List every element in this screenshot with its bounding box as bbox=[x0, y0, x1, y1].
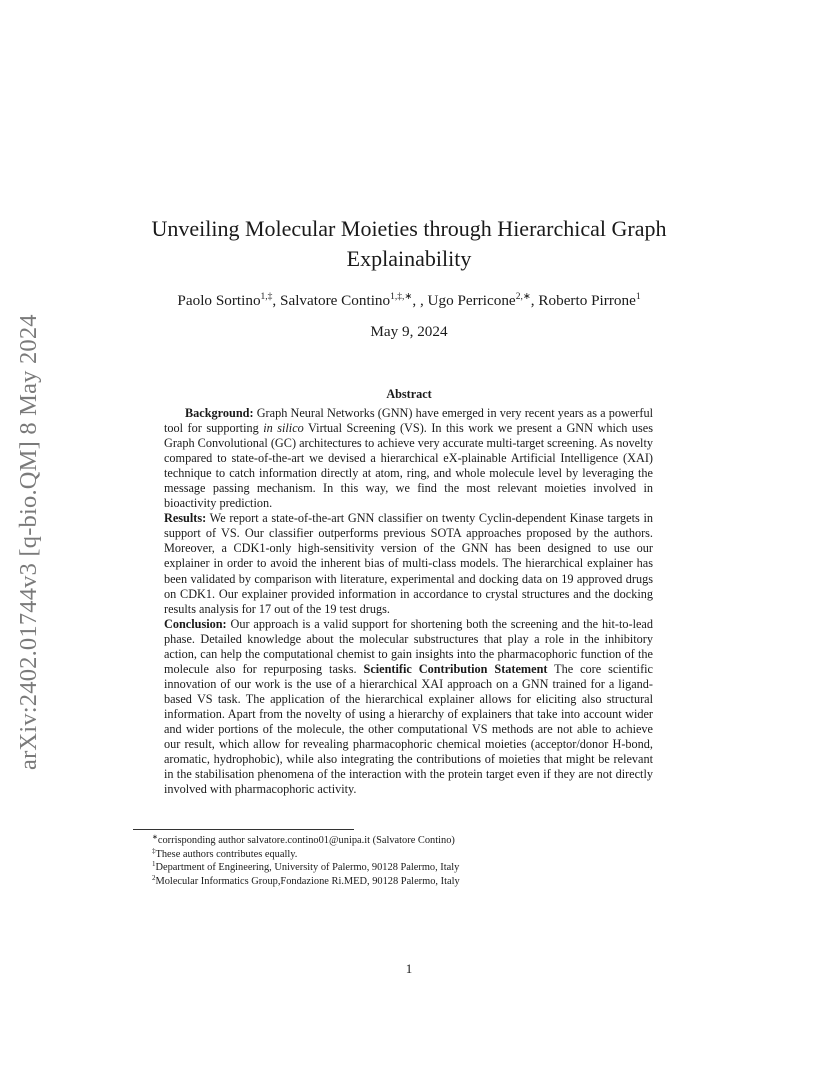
footnote-item bbox=[152, 875, 712, 889]
author-name: Salvatore Contino bbox=[280, 292, 391, 309]
author-affiliation-marks: 2,∗ bbox=[515, 292, 531, 302]
results-label: Results: bbox=[164, 511, 207, 526]
author-name: Paolo Sortino bbox=[177, 292, 261, 309]
background-label: Background: bbox=[185, 406, 254, 420]
page-number: 1 bbox=[405, 961, 413, 976]
paper-title: Unveiling Molecular Moieties through Hierarchical Graph Explainability bbox=[151, 216, 667, 271]
statement-label: Scientific Contribution Statement bbox=[363, 661, 548, 676]
results-text: We report a state-of-the-art GNN classifier on twenty Cyclin-dependent Kinase targets in support of VS. Our classifier outperforms previous SOTA approaches proposed by the authors. Moreover, a CDK1-only high-sensitivity version of the GNN has been designed to use our explainer in order to avoid the inherent bias of multi-class models. The hierarchical explainer has been validated by comparison with literature, experimental and docking data on 19 approved drugs on CDK1. Our explainer provided information in accordance to crystal structures and the docking results analysis for 17 out of the 19 test drugs. bbox=[164, 511, 653, 616]
footnote-text: Molecular Informatics Group,Fondazione Ri.MED, 90128 Palermo, Italy bbox=[155, 875, 460, 887]
footnote-mark: 2 bbox=[152, 873, 156, 882]
footnote-item bbox=[152, 834, 712, 848]
author-name: Ugo Perricone bbox=[427, 292, 516, 309]
footnote-item bbox=[152, 848, 712, 862]
abstract-heading: Abstract bbox=[386, 387, 432, 401]
author-separator: , bbox=[272, 292, 281, 309]
footnote-mark: ∗ bbox=[152, 833, 158, 841]
author-separator: , , bbox=[412, 292, 428, 309]
footnote-mark: 1 bbox=[152, 860, 156, 869]
author-affiliation-marks: 1,‡,∗ bbox=[390, 292, 413, 302]
abstract-background-paragraph bbox=[164, 406, 653, 511]
abstract-body bbox=[164, 406, 653, 797]
publication-date: May 9, 2024 bbox=[370, 323, 448, 340]
footnote-text: These authors contributes equally. bbox=[155, 848, 298, 860]
footnote-divider bbox=[133, 829, 354, 830]
statement-text: The core scientific innovation of our work is the use of a hierarchical XAI approach on a GNN trained for a ligand-based VS task. The application of the hierarchical explainer allows for eliciting also structural information. Apart from the novelty of using a hierarchy of explainers that take into account wider and wider portions of the molecule, the other computational VS methods are not able to achieve our result, which allow for revealing pharmacophoric chemical moieties (acceptor/donor H-bond, aromatic, hydrophobic), while also integrating the contributions of moieties that might be relevant in the stabilisation phenomena of the interaction with the protein target even if they are not directly involved with pharmacophoric activity. bbox=[164, 661, 653, 797]
footnote-text: Department of Engineering, University of Palermo, 90128 Palermo, Italy bbox=[155, 862, 460, 874]
background-italic-term: in silico bbox=[263, 421, 304, 436]
footnote-text: corrisponding author salvatore.contino01@unipa.it (Salvatore Contino) bbox=[157, 835, 455, 846]
author-affiliation-marks: 1 bbox=[635, 292, 641, 302]
arxiv-identifier-stamp: arXiv:2402.01744v3 [q-bio.QM] 8 May 2024 bbox=[15, 314, 42, 770]
author-name: Roberto Pirrone bbox=[538, 292, 636, 309]
footnote-item bbox=[152, 861, 712, 875]
conclusion-text: Our approach is a valid support for shortening both the screening and the hit-to-lead phase. Detailed knowledge about the molecular substructures that play a role in the inhibitory action, can help the computational chemist to gain insights into the pharmacophoric function of the molecule also for repurposing tasks. bbox=[164, 616, 653, 676]
conclusion-label: Conclusion: bbox=[164, 616, 227, 631]
background-text: Graph Neural Networks (GNN) have emerged in very recent years as a powerful tool for supporting bbox=[164, 406, 653, 436]
footnotes bbox=[152, 834, 712, 888]
background-text-continued: Virtual Screening (VS). In this work we present a GNN which uses Graph Convolutional (GC) architectures to achieve very accurate multi-target screening. As novelty compared to state-of-the-art we devised a hierarchical eX-plainable Artificial Intelligence (XAI) technique to catch information directly at atom, ring, and whole molecule level by leveraging the message passing mechanism. In this way, we find the most relevant moieties involved in bioactivity prediction. bbox=[164, 421, 653, 511]
abstract-conclusion-paragraph bbox=[164, 617, 653, 798]
author-affiliation-marks: 1,‡ bbox=[260, 292, 273, 302]
abstract-results-paragraph bbox=[164, 511, 653, 616]
author-list bbox=[100, 291, 718, 311]
author-separator: , bbox=[530, 292, 539, 309]
footnote-mark: ‡ bbox=[152, 846, 156, 855]
